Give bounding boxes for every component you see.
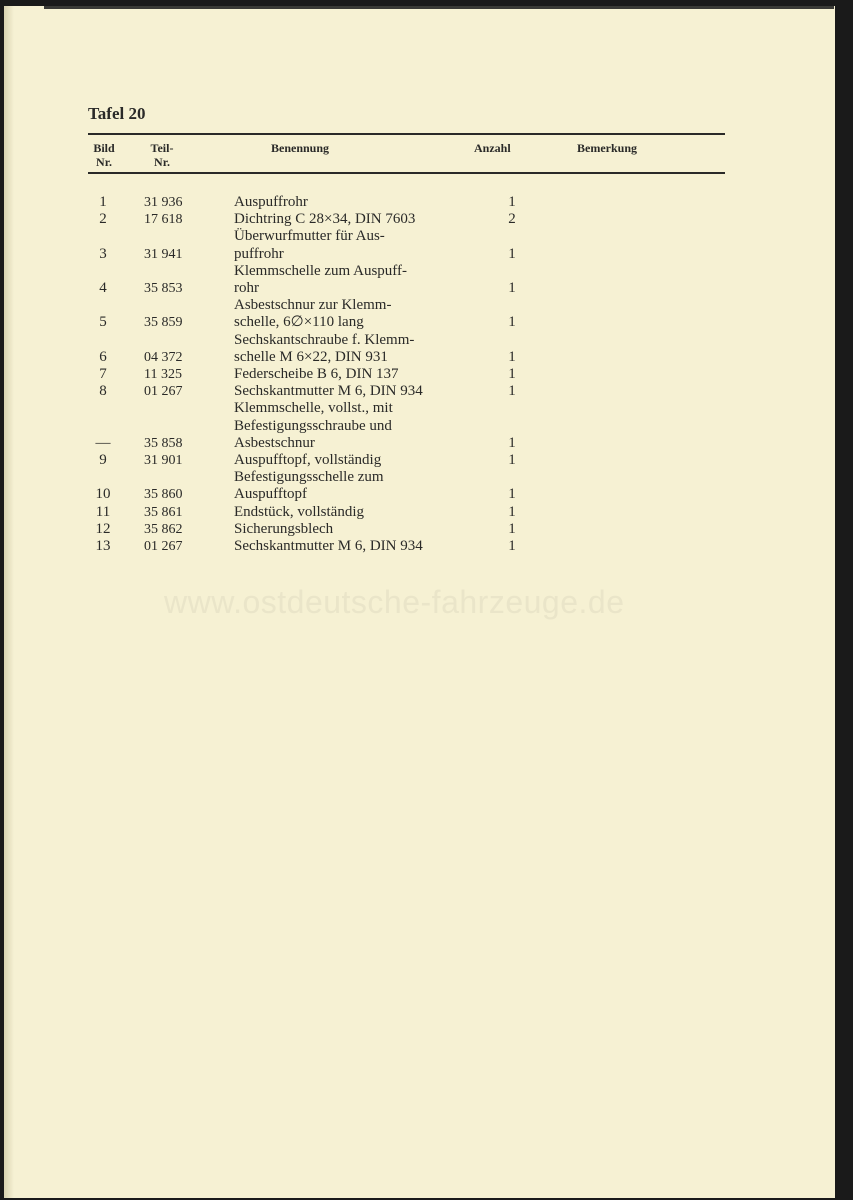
cell-benennung <box>234 263 502 297</box>
cell-teil-nr: 04 372 <box>144 349 183 365</box>
cell-teil-nr: 17 618 <box>144 212 183 228</box>
cell-benennung <box>234 469 502 503</box>
cell-bild-nr: 5 <box>99 314 107 331</box>
benennung-line: Klemmschelle, vollst., mit <box>234 400 393 417</box>
cell-teil-nr: 35 858 <box>144 435 183 451</box>
cell-benennung <box>234 228 502 262</box>
cell-teil-nr: 01 267 <box>144 539 183 555</box>
cell-teil-nr: 31 936 <box>144 195 183 210</box>
benennung-line: Federscheibe B 6, DIN 137 <box>234 366 399 383</box>
cell-bild-nr: 2 <box>99 211 107 228</box>
benennung-line: schelle M 6×22, DIN 931 <box>234 348 388 365</box>
benennung-line: Auspuffrohr <box>234 194 308 210</box>
cell-bild-nr: 3 <box>99 245 107 262</box>
table-row <box>88 504 728 521</box>
table-row <box>88 521 728 538</box>
cell-benennung <box>234 521 502 538</box>
watermark: www.ostdeutsche-fahrzeuge.de <box>164 584 625 620</box>
parts-table-body <box>88 194 728 555</box>
benennung-line: Asbestschnur zur Klemm- <box>234 297 392 314</box>
benennung-line: Endstück, vollständig <box>234 503 364 520</box>
document-page <box>4 6 835 1198</box>
cell-bild-nr: 10 <box>95 486 111 503</box>
table-row <box>88 228 728 262</box>
cell-anzahl: 1 <box>508 245 516 262</box>
benennung-line: Dichtring C 28×34, DIN 7603 <box>234 211 416 228</box>
cell-benennung <box>234 383 502 400</box>
benennung-line: Sechskantmutter M 6, DIN 934 <box>234 383 423 400</box>
table-row <box>88 366 728 383</box>
table-row <box>88 452 728 469</box>
table-row <box>88 297 728 331</box>
benennung-line: Asbestschnur <box>234 434 315 451</box>
cell-benennung <box>234 504 502 521</box>
table-row <box>88 332 728 366</box>
cell-bild-nr: 6 <box>99 348 107 365</box>
cell-teil-nr: 35 859 <box>144 315 183 331</box>
table-row <box>88 211 728 228</box>
cell-bild-nr: — <box>95 434 111 451</box>
cell-bild-nr: 8 <box>99 383 107 400</box>
header-benennung: Benennung <box>271 141 330 155</box>
benennung-line: Sicherungsblech <box>234 520 334 537</box>
cell-teil-nr: 01 267 <box>144 384 183 400</box>
table-row <box>88 400 728 452</box>
cell-anzahl: 1 <box>508 366 516 383</box>
page-edge-shadow <box>4 6 14 1198</box>
table-row <box>88 469 728 503</box>
header-teil-line1: Teil- <box>150 141 174 155</box>
cell-anzahl: 1 <box>508 452 516 469</box>
cell-anzahl: 1 <box>508 383 516 400</box>
cell-anzahl: 1 <box>508 486 516 503</box>
cell-benennung <box>234 366 502 383</box>
table-row <box>88 538 728 555</box>
cell-teil-nr: 35 860 <box>144 487 183 503</box>
cell-teil-nr: 35 861 <box>144 504 183 520</box>
benennung-line: Auspufftopf, vollständig <box>234 452 382 469</box>
table-header-bottom-rule <box>88 172 725 174</box>
cell-anzahl: 1 <box>508 194 516 210</box>
header-bild-line1: Bild <box>93 141 115 155</box>
cell-benennung <box>234 297 502 331</box>
cell-bild-nr: 11 <box>95 503 111 520</box>
header-bemerkung: Bemerkung <box>577 141 637 155</box>
cell-anzahl: 1 <box>508 520 516 537</box>
benennung-line: Befestigungsschelle zum <box>234 469 384 486</box>
header-bild <box>88 141 120 169</box>
cell-bild-nr: 12 <box>95 520 111 537</box>
header-bild-line2: Nr. <box>96 155 112 169</box>
benennung-line: Sechskantschraube f. Klemm- <box>234 331 415 348</box>
cell-anzahl: 1 <box>508 538 516 555</box>
benennung-line: rohr <box>234 280 259 297</box>
cell-bild-nr: 1 <box>99 194 107 210</box>
cell-teil-nr: 35 853 <box>144 281 183 297</box>
header-anzahl: Anzahl <box>474 141 511 155</box>
table-header-top-rule <box>88 133 725 135</box>
benennung-line: Klemmschelle zum Auspuff- <box>234 262 408 279</box>
table-row <box>88 263 728 297</box>
page-top-edge <box>44 6 834 9</box>
cell-teil-nr: 11 325 <box>144 367 182 383</box>
cell-benennung <box>234 211 502 228</box>
cell-teil-nr: 35 862 <box>144 521 183 537</box>
cell-anzahl: 1 <box>508 348 516 365</box>
cell-teil-nr: 31 941 <box>144 246 183 262</box>
cell-benennung <box>234 452 502 469</box>
cell-benennung <box>234 332 502 366</box>
cell-benennung <box>234 194 502 211</box>
benennung-line: Auspufftopf <box>234 486 308 503</box>
cell-anzahl: 2 <box>508 211 516 228</box>
cell-bild-nr: 13 <box>95 538 111 555</box>
table-row <box>88 383 728 400</box>
cell-bild-nr: 7 <box>99 366 107 383</box>
cell-bild-nr: 4 <box>99 280 107 297</box>
cell-anzahl: 1 <box>508 503 516 520</box>
cell-anzahl: 1 <box>508 314 516 331</box>
header-teil <box>144 141 180 169</box>
cell-benennung <box>234 538 502 555</box>
benennung-line: Sechskantmutter M 6, DIN 934 <box>234 538 423 555</box>
benennung-line: puffrohr <box>234 245 284 262</box>
cell-bild-nr: 9 <box>99 452 107 469</box>
cell-benennung <box>234 400 502 452</box>
benennung-line: Befestigungsschraube und <box>234 417 392 434</box>
benennung-line: schelle, 6∅×110 lang <box>234 314 364 331</box>
header-teil-line2: Nr. <box>154 155 170 169</box>
cell-anzahl: 1 <box>508 280 516 297</box>
benennung-line: Überwurfmutter für Aus- <box>234 228 385 245</box>
table-row <box>88 194 728 211</box>
page-title: Tafel 20 <box>88 104 146 123</box>
cell-anzahl: 1 <box>508 434 516 451</box>
cell-teil-nr: 31 901 <box>144 453 183 469</box>
